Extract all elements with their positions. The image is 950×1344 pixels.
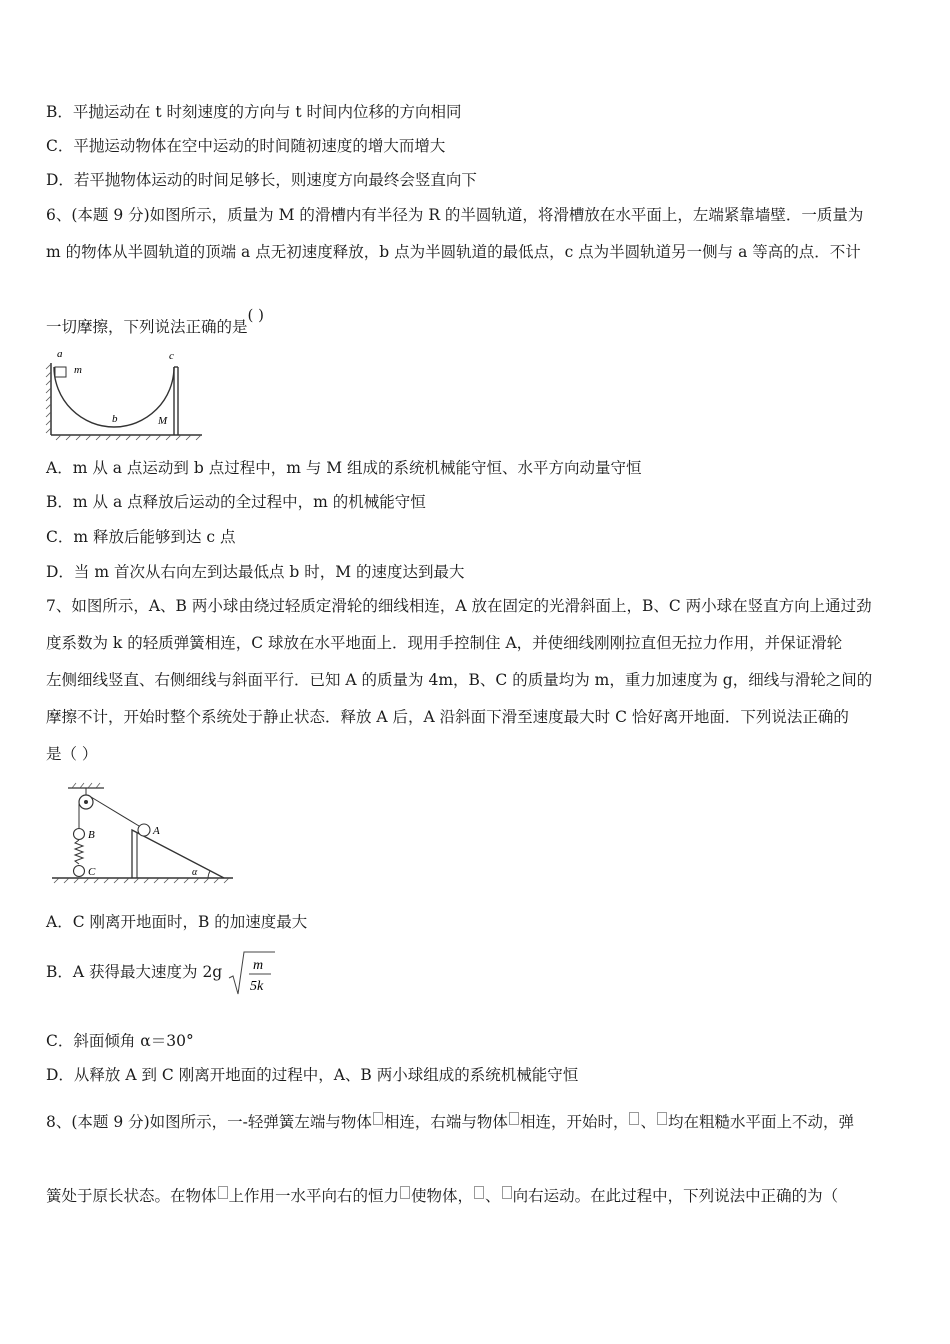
q7-ball-A [138, 824, 150, 836]
q7-option-b [46, 946, 910, 998]
q6-stem-text: 一切摩擦，下列说法正确的是 [46, 318, 248, 336]
q6-label-a: a [57, 348, 63, 360]
missing-glyph-icon [218, 1186, 228, 1199]
q8-text-1c: 相连，开始时， [519, 1113, 629, 1131]
missing-glyph-icon [400, 1186, 410, 1199]
q8-stem-line2 [46, 1186, 910, 1206]
q8-text-1a: 8、(本题 9 分)如图所示，一-轻弹簧左端与物体 [46, 1113, 372, 1131]
q6-figure [44, 345, 209, 445]
q7-label-C: C [88, 866, 96, 878]
q7-sqrt-sign [227, 948, 277, 1000]
q8-text-2b: 上作用一水平向右的恒力 [228, 1187, 400, 1205]
q8-text-1b: 相连，右端与物体 [383, 1113, 508, 1131]
q6-stem-line1: 6、(本题 9 分)如图所示，质量为 M 的滑槽内有半径为 R 的半圆轨道，将滑槽放在水平面上，左端紧靠墙壁．一质量为 [46, 206, 864, 224]
q7-sqrt-expression [227, 947, 277, 1000]
q6-stem-line2: m 的物体从半圆轨道的顶端 a 点无初速度释放，b 点为半圆轨道的最低点，c 点为半圆轨道另一侧与 a 等高的点．不计 [46, 243, 861, 261]
q6-option-c: C．m 释放后能够到达 c 点 [46, 528, 236, 546]
q7-frac-den: 5k [250, 978, 264, 994]
q8-text-2c: 使物体， [411, 1187, 474, 1205]
q8-text-2d: 、 [485, 1187, 501, 1205]
q8-stem-line1 [46, 1112, 910, 1132]
missing-glyph-icon [502, 1186, 512, 1199]
q8-text-1d: 、 [640, 1113, 656, 1131]
q7-option-b-text: B．A 获得最大速度为 2g [46, 963, 223, 981]
q7-stem-line1: 7、如图所示，A、B 两小球由绕过轻质定滑轮的细线相连，A 放在固定的光滑斜面上，B、C 两小球在竖直方向上通过劲 [46, 597, 872, 615]
q7-stem-line4: 摩擦不计，开始时整个系统处于静止状态．释放 A 后，A 沿斜面下滑至速度最大时 C 恰好离开地面．下列说法正确的 [46, 708, 849, 726]
q6-label-M: M [158, 415, 168, 427]
q5-option-d: D．若平抛物体运动的时间足够长，则速度方向最终会竖直向下 [46, 171, 477, 189]
missing-glyph-icon [474, 1186, 484, 1199]
q6-option-a: A．m 从 a 点运动到 b 点过程中，m 与 M 组成的系统机械能守恒、水平方向动量守恒 [46, 459, 642, 477]
q8-text-1e: 均在粗糙水平面上不动，弹 [667, 1113, 854, 1131]
q7-stem-line3: 左侧细线竖直、右侧细线与斜面平行．已知 A 的质量为 4m，B、C 的质量均为 m，重力加速度为 g，细线与滑轮之间的 [46, 671, 873, 689]
q7-stem-line5: 是（ ） [46, 745, 98, 763]
q7-label-B: B [88, 829, 95, 841]
q6-label-b: b [112, 413, 118, 425]
q6-label-c: c [169, 350, 174, 362]
q7-option-d: D．从释放 A 到 C 刚离开地面的过程中，A、B 两小球组成的系统机械能守恒 [46, 1066, 579, 1084]
missing-glyph-icon [629, 1112, 639, 1125]
missing-glyph-icon [373, 1112, 383, 1125]
q7-stem-line2: 度系数为 k 的轻质弹簧相连，C 球放在水平地面上．现用手控制住 A，并使细线刚刚拉直但无拉力作用，并保证滑轮 [46, 634, 843, 652]
missing-glyph-icon [509, 1112, 519, 1125]
q6-stem-line3 [46, 305, 910, 337]
q7-incline [132, 830, 224, 878]
q8-text-2a: 簧处于原长状态。在物体 [46, 1187, 217, 1205]
q7-label-A: A [153, 825, 160, 837]
q6-option-d: D．当 m 首次从右向左到达最低点 b 时，M 的速度达到最大 [46, 563, 465, 581]
q7-ball-B [74, 829, 85, 840]
q5-option-b: B．平抛运动在 t 时刻速度的方向与 t 时间内位移的方向相同 [46, 103, 462, 121]
q7-frac-num: m [253, 957, 264, 973]
q7-spring [75, 840, 83, 864]
q6-answer-paren: ( ) [247, 306, 264, 324]
q6-label-m: m [74, 364, 82, 376]
missing-glyph-icon [657, 1112, 667, 1125]
q7-option-c: C．斜面倾角 α＝30° [46, 1032, 194, 1050]
q7-label-alpha: α [192, 867, 198, 878]
q7-ball-C [74, 866, 85, 877]
q7-option-a: A．C 刚离开地面时，B 的加速度最大 [46, 913, 308, 931]
q7-figure [48, 782, 238, 892]
q5-option-c: C．平抛运动物体在空中运动的时间随初速度的增大而增大 [46, 137, 446, 155]
q8-text-2e: 向右运动。在此过程中，下列说法中正确的为（ [512, 1187, 839, 1205]
q6-option-b: B．m 从 a 点释放后运动的全过程中，m 的机械能守恒 [46, 493, 426, 511]
q6-block-m [55, 367, 66, 377]
